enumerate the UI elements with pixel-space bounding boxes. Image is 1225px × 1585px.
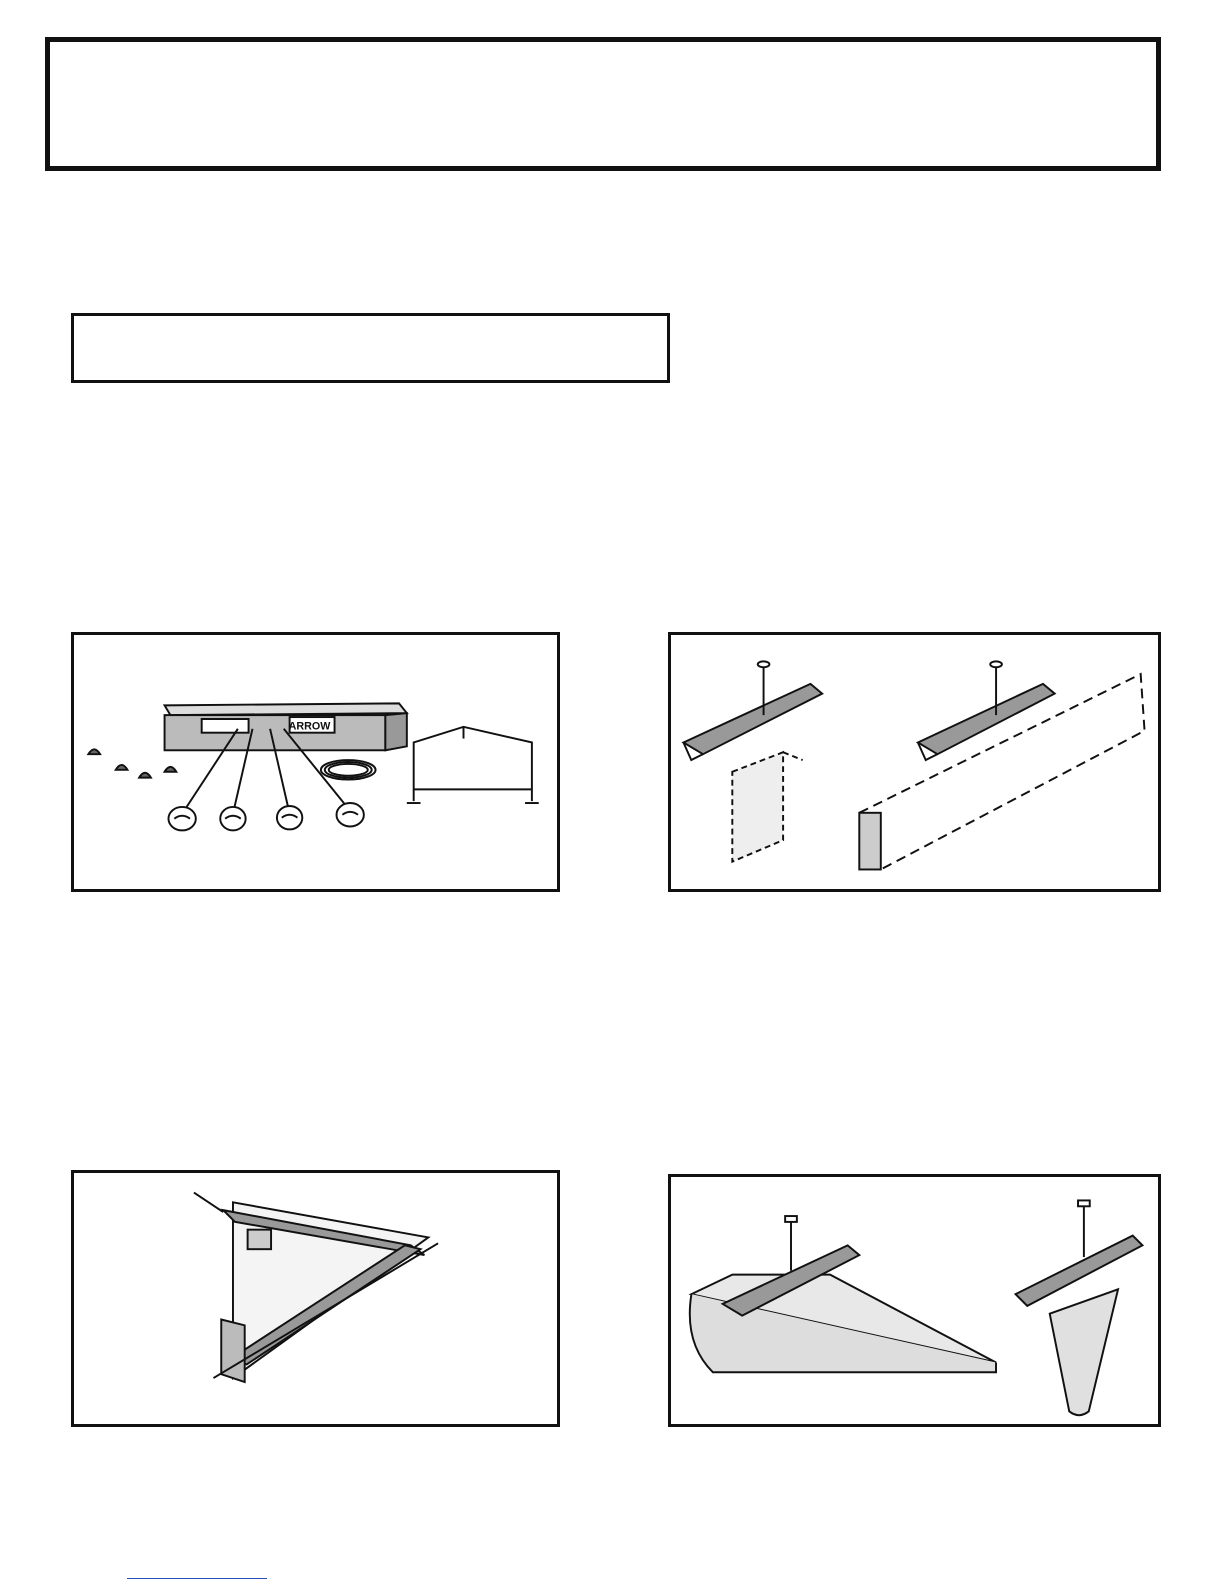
concrete-piers-illustration	[671, 1177, 1158, 1424]
wood-foundation-illustration	[671, 635, 1158, 889]
page-title-box	[45, 37, 1161, 171]
section-heading-box	[71, 313, 670, 383]
figure-slab-frame	[71, 1170, 560, 1427]
box-brand-text: ARROW	[288, 720, 331, 733]
slab-frame-illustration	[74, 1173, 557, 1424]
anchor-kit-illustration	[74, 635, 557, 889]
footer-link-underline[interactable]	[127, 1578, 267, 1579]
figure-concrete-piers	[668, 1174, 1161, 1427]
figure-wood-foundation	[668, 632, 1161, 892]
figure-anchor-kit	[71, 632, 560, 892]
